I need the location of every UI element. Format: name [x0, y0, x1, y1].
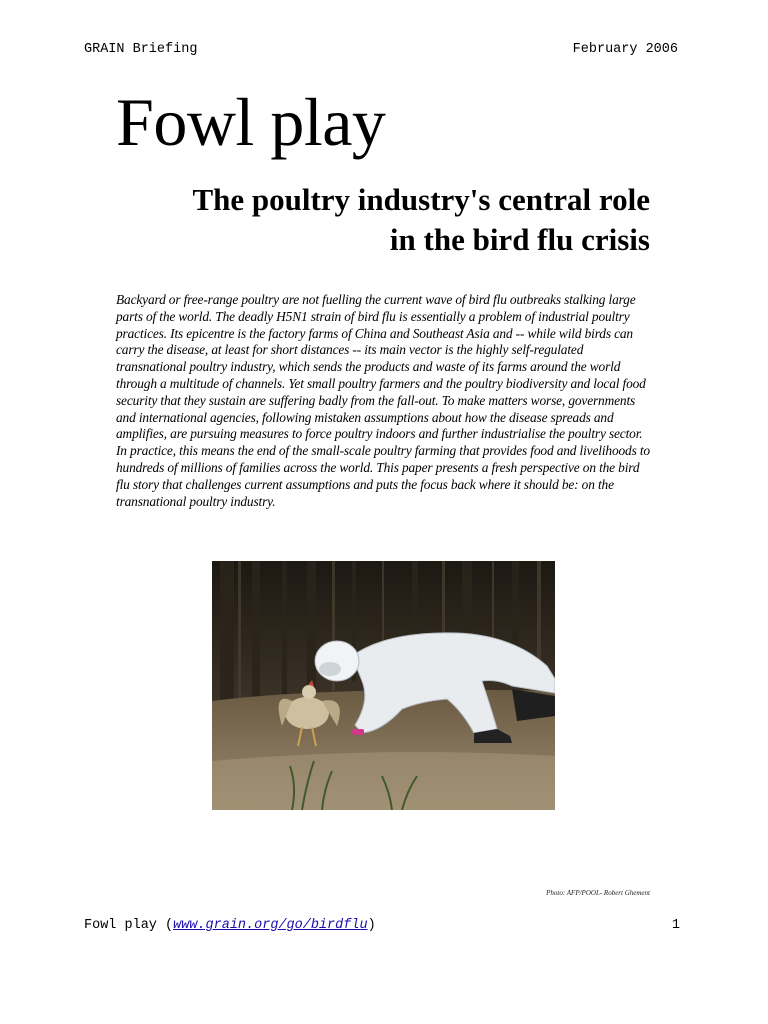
header-date: February 2006	[572, 42, 678, 57]
footer-prefix: Fowl play (	[84, 918, 174, 933]
photo-illustration	[212, 561, 555, 810]
footer-suffix: )	[367, 918, 376, 933]
header-publication: GRAIN Briefing	[84, 42, 198, 57]
page-header	[84, 42, 678, 57]
page-footer	[84, 918, 680, 933]
subtitle-line-1: The poultry industry's central role	[192, 182, 650, 217]
photo-caption: Photo: AFP/POOL- Robert Ghement	[546, 889, 650, 897]
document-subtitle	[150, 180, 650, 260]
abstract-paragraph: Backyard or free-range poultry are not fuelling the current wave of bird flu outbreaks stalking large parts of the world. The deadly H5N1 strain of bird flu is essentially a problem of industrial poultry practices. Its epicentre is the factory farms of China and Southeast Asia and -- while wild birds can carry the disease, at least for short distances -- its main vector is the highly self-regulated transnational poultry industry, which sends the products and waste of its farms around the world through a multitude of channels. Yet small poultry farmers and the poultry biodiversity and local food security that they sustain are suffering badly from the fall-out. To make matters worse, governments and international agencies, following mistaken assumptions about how the disease spreads and amplifies, are pursuing measures to force poultry indoors and further industrialise the poultry sector. In practice, this means the end of the small-scale poultry farming that provides food and livelihoods to hundreds of millions of families across the world. This paper presents a fresh perspective on the bird flu story that challenges current assumptions and puts the focus back where it should be: on the transnational poultry industry.	[116, 292, 650, 509]
cover-photo	[212, 561, 555, 810]
page-number: 1	[671, 918, 680, 933]
document-title: Fowl play	[116, 84, 386, 160]
footer-citation	[84, 918, 376, 933]
footer-link[interactable]: www.grain.org/go/birdflu	[173, 918, 368, 933]
subtitle-line-2: in the bird flu crisis	[389, 222, 650, 257]
